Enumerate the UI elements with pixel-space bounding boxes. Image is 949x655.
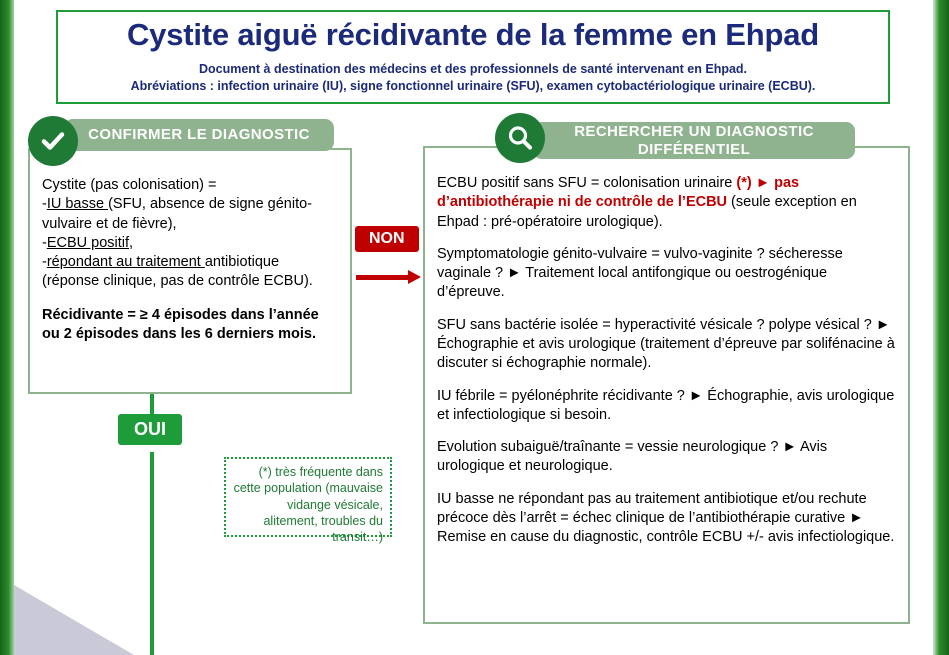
item-1-arrow: ► xyxy=(755,175,771,191)
item-4-pre: IU fébrile = pyélonéphrite récidivante ? xyxy=(437,387,689,404)
recurrence-definition-line-1: Récidivante = ≥ 4 épisodes dans l’année xyxy=(42,306,319,323)
item-3-arrow: ► xyxy=(875,316,891,333)
panel-confirm-body xyxy=(30,150,350,354)
differential-item-6 xyxy=(437,490,896,548)
subtitle-line-2: Abréviations : infection urinaire (IU), signe fonctionnel urinaire (SFU), examen cytobactériologique urinaire (ECBU). xyxy=(130,78,816,93)
item-4-post: Échographie, avis urologique et infectiologique si besoin. xyxy=(437,387,895,423)
item-6-post: Remise en cause du diagnostic, contrôle ECBU +/- avis infectiologique. xyxy=(437,529,895,546)
recurrence-definition-line-2: ou 2 épisodes dans les 6 derniers mois. xyxy=(42,325,316,342)
dash-2: - xyxy=(42,196,47,213)
dash-4: - xyxy=(42,254,47,271)
arrow-shaft xyxy=(356,275,408,280)
confirm-line-2-underlined: IU basse xyxy=(46,196,109,213)
confirm-line-2-rest: (SFU, absence de signe génito-vulvaire et de fièvre), xyxy=(42,196,313,232)
differential-item-3 xyxy=(437,316,896,374)
connector-line-oui-top xyxy=(150,394,154,416)
page-title: Cystite aiguë récidivante de la femme en Ehpad xyxy=(127,17,819,52)
confirm-line-1: Cystite (pas colonisation) = xyxy=(42,177,217,193)
check-icon xyxy=(28,116,78,166)
connector-line-oui-bottom xyxy=(150,452,154,655)
confirm-line-3-rest: , xyxy=(129,234,134,251)
confirm-line-4-rest: antibiotique (réponse clinique, pas de contrôle ECBU). xyxy=(42,254,313,290)
subtitle-line-1: Document à destination des médecins et des professionnels de santé intervenant en Ehpad. xyxy=(198,61,748,76)
item-1-red: pas d’antibiothérapie ni de contrôle de l’ECBU xyxy=(437,175,800,211)
spacer xyxy=(42,292,338,306)
item-1-post: (seule exception en Ehpad : pré-opératoire urologique). xyxy=(437,194,857,230)
item-5-pre: Evolution subaiguë/traînante = vessie neurologique ? xyxy=(437,439,783,456)
connector-label-oui: OUI xyxy=(118,414,182,445)
footnote-box: (*) très fréquente dans cette population (mauvaise vidange vésicale, alitement, troubles du transit…) xyxy=(224,457,392,537)
confirm-line-3-underlined: ECBU positif xyxy=(46,234,130,251)
differential-item-1 xyxy=(437,174,896,232)
document-content xyxy=(14,0,933,655)
connector-label-non: NON xyxy=(355,226,419,252)
item-6-arrow: ► xyxy=(849,509,864,526)
banner-confirm-diagnosis: CONFIRMER LE DIAGNOSTIC xyxy=(64,119,334,151)
item-2-post: Traitement local antifongique ou oestrogénique d’épreuve. xyxy=(437,265,828,301)
item-1-star: (*) xyxy=(736,175,752,191)
item-2-pre: Symptomatologie génito-vulvaire = vulvo-vaginite ? sécheresse vaginale ? xyxy=(437,245,843,282)
confirm-line-3 xyxy=(42,234,338,253)
banner-differential-diagnosis: RECHERCHER UN DIAGNOSTIC DIFFÉRENTIEL xyxy=(533,122,855,159)
differential-item-2 xyxy=(437,245,896,303)
panel-differential-diagnosis xyxy=(423,146,910,624)
dash-3: - xyxy=(42,234,47,251)
panel-confirm-diagnosis xyxy=(28,148,352,394)
item-2-arrow: ► xyxy=(507,265,522,282)
page-edge-right xyxy=(933,0,949,655)
page-edge-left-gradient xyxy=(0,0,14,655)
title-box xyxy=(56,10,890,104)
item-4-arrow: ► xyxy=(688,387,704,404)
differential-item-4 xyxy=(437,387,896,426)
item-5-arrow: ► xyxy=(782,439,797,456)
arrow-head xyxy=(408,270,421,284)
differential-item-5 xyxy=(437,438,896,477)
page-edge-left xyxy=(0,0,14,655)
item-1-pre: ECBU positif sans SFU = colonisation urinaire xyxy=(437,175,737,191)
item-5-post: Avis urologique et neurologique. xyxy=(437,439,828,475)
search-icon xyxy=(495,113,545,163)
confirm-line-4 xyxy=(42,253,338,292)
item-6-pre: IU basse ne répondant pas au traitement antibiotique et/ou rechute précoce dès l’arrêt = échec clinique de l’antibiothérapie curative xyxy=(437,490,867,526)
panel-differential-body xyxy=(425,148,908,558)
item-3-post: Échographie et avis urologique (traitement d’épreuve par solifénacine à discuter si échographie normale). xyxy=(437,335,895,372)
confirm-line-2 xyxy=(42,195,338,234)
item-3-pre: SFU sans bactérie isolée = hyperactivité vésicale ? polype vésical ? xyxy=(437,316,876,333)
confirm-line-4-underlined: répondant au traitement xyxy=(46,254,205,271)
